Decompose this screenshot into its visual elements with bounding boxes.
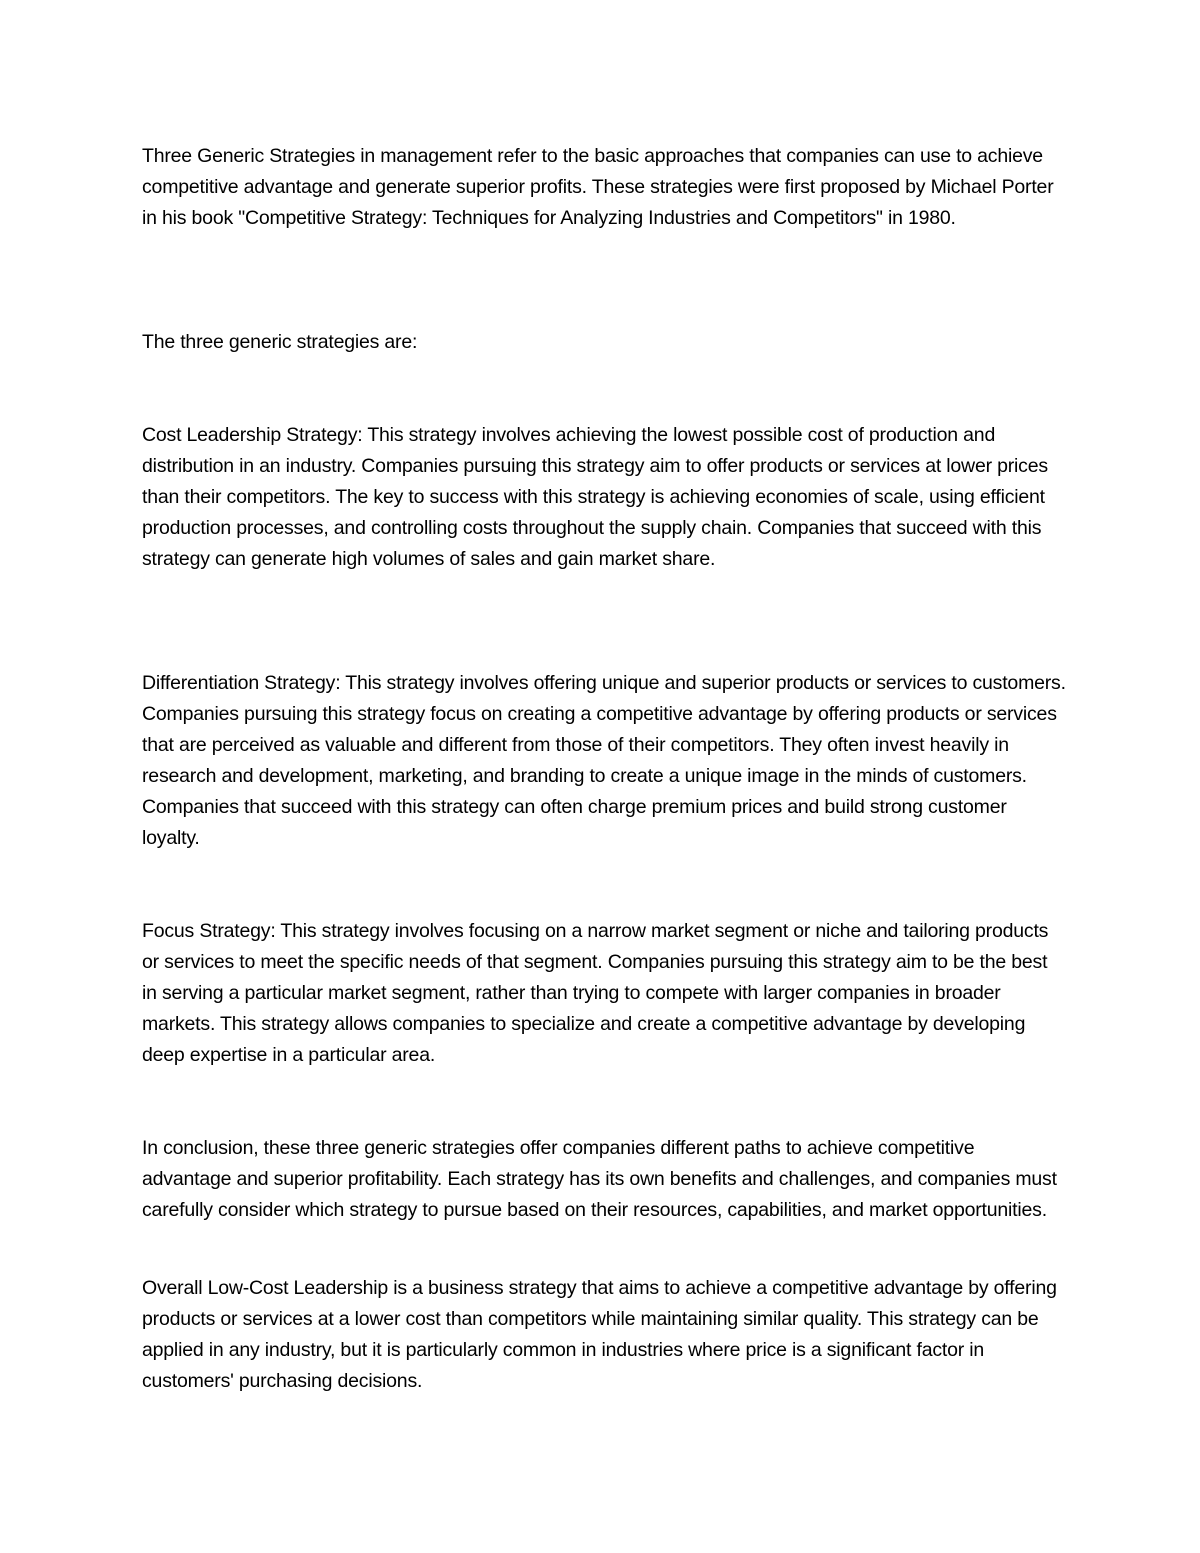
conclusion-paragraph: In conclusion, these three generic strategies offer companies different paths to achieve competitive advantage and superior profitability. Each strategy has its own benefits and challenges, and companies must carefully consider which strategy to pursue based on their resources, capabilities, and market opportunities. [142, 1137, 1057, 1221]
focus-strategy-paragraph: Focus Strategy: This strategy involves focusing on a narrow market segment or niche and tailoring products or services to meet the specific needs of that segment. Companies pursuing this strategy aim to be the best in serving a particular market segment, rather than trying to compete with larger companies in broader markets. This strategy allows companies to specialize and create a competitive advantage by developing deep expertise in a particular area. [142, 920, 1049, 1066]
strategies-intro-paragraph: The three generic strategies are: [142, 331, 418, 353]
intro-paragraph: Three Generic Strategies in management refer to the basic approaches that companies can use to achieve competitive advantage and generate superior profits. These strategies were first proposed by Michael Porter in his book "Competitive Strategy: Techniques for Analyzing Industries and Competitors" in 1980. [142, 145, 1054, 229]
overall-low-cost-paragraph: Overall Low-Cost Leadership is a business strategy that aims to achieve a competitive advantage by offering products or services at a lower cost than competitors while maintaining similar quality. This strategy can be applied in any industry, but it is particularly common in industries where price is a significant factor in customers' purchasing decisions. [142, 1277, 1057, 1392]
differentiation-paragraph: Differentiation Strategy: This strategy involves offering unique and superior products or services to customers. Companies pursuing this strategy focus on creating a competitive advantage by offering products or services that are perceived as valuable and different from those of their competitors. They often invest heavily in research and development, marketing, and branding to create a unique image in the minds of customers. Companies that succeed with this strategy can often charge premium prices and build strong customer loyalty. [142, 672, 1066, 849]
cost-leadership-paragraph: Cost Leadership Strategy: This strategy involves achieving the lowest possible cost of production and distribution in an industry. Companies pursuing this strategy aim to offer products or services at lower prices than their competitors. The key to success with this strategy is achieving economies of scale, using efficient production processes, and controlling costs throughout the supply chain. Companies that succeed with this strategy can generate high volumes of sales and gain market share. [142, 424, 1048, 570]
